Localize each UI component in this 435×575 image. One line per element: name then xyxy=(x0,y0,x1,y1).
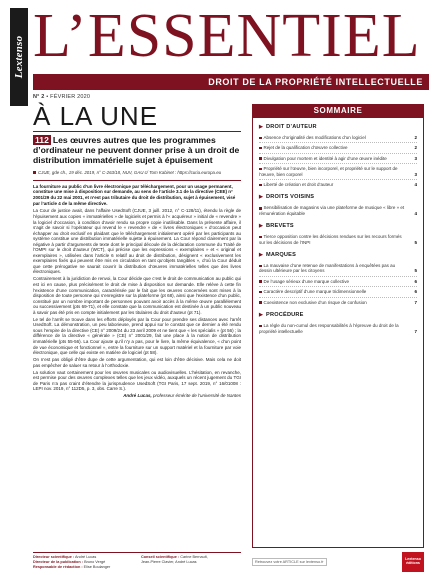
toc-item-text-wrap xyxy=(259,289,414,294)
article-title: Les œuvres autres que les programmes d’ordinateur ne peuvent donner prise à un droit de distribution immatérielle sujet à épuisement xyxy=(33,135,240,165)
credit-role: Directeur de la publication : xyxy=(33,559,84,564)
article-paragraph: Le tel de l’arrêt se trouve dans les efforts déployés par la Cour pour prendre ses distances avec l’arrêt UsedSoft. La démonstration, un peu laborieuse, prend appui sur le constat que ce dernier a été rendu sous l’empire de la directive (CE) n° 2009/24 du 23 avril 2009 et ne tient que « les spécialis » (pt 56) ; la différence de la directive « générale » (CE) n° 2001/29, fait une place à la notion de distribution immatérielle (pts 55-56). La Cour ajoute qu’il n’y a pas, pour le livre, la même équivalence, « d’un point de vue économique et fonctionnel », entre la fourniture sur un support matériel et la fourniture par voie électronique, que celle qui existe en matière de logiciel (pt 58). xyxy=(33,316,241,356)
main-column xyxy=(33,102,241,399)
issue-info xyxy=(33,94,90,100)
triangle-right-icon: ▶ xyxy=(259,223,264,230)
toc-item-text-wrap xyxy=(259,182,414,187)
toc-item-list xyxy=(259,133,417,189)
toc-item-page: 2 xyxy=(414,135,417,140)
toc-item-page: 4 xyxy=(414,210,417,216)
article-lead: La fourniture au public d’un livre électronique par téléchargement, pour un usage permanent, constitue une mise à disposition sur demande, au sens de l’article 3.1 de la directive (CEE) n° 2001/29 du 22 mai 2001, et n’est pas tributaire du droit de distribution, sujet à épuisement, visé par l’article 4 de la même directive. xyxy=(33,183,236,206)
toc-item-list xyxy=(259,261,417,307)
toc-item[interactable] xyxy=(259,203,417,218)
credit-names: Carine Bernault, xyxy=(179,555,208,559)
credits-column-2 xyxy=(141,555,241,570)
toc-item-text-wrap xyxy=(259,263,414,274)
toc-header: SOMMAIRE xyxy=(252,104,424,118)
author-name: André Lucas, xyxy=(123,393,152,399)
credit-names: André Lucas xyxy=(74,555,97,559)
bullet-square-icon xyxy=(259,265,262,268)
brand-side-tab-label: Lextenso xyxy=(13,35,25,79)
article-number-badge: 112 xyxy=(35,135,49,145)
publisher-logo: Lextenso éditions xyxy=(402,552,424,572)
toc-item-page: 7 xyxy=(414,299,417,305)
toc-item-page: 4 xyxy=(414,182,417,188)
brand-side-tab xyxy=(10,8,28,106)
publication-subtitle-band: DROIT DE LA PROPRIÉTÉ INTELLECTUELLE xyxy=(33,74,429,90)
toc-item-text-wrap xyxy=(259,145,414,150)
toc-item-list xyxy=(259,321,417,336)
toc-item-page: 7 xyxy=(414,328,417,334)
bullet-square-icon xyxy=(259,236,262,239)
toc-item[interactable] xyxy=(259,154,417,164)
toc-section-title: PROCÉDURE xyxy=(266,312,304,319)
toc-item-label: Caractère descriptif d’une marque tridimensionnelle xyxy=(263,289,367,295)
section-divider xyxy=(33,131,241,132)
credit-role: Directeur scientifique : xyxy=(33,555,75,559)
toc-item-text-wrap xyxy=(259,279,414,284)
toc-item-page: 3 xyxy=(414,155,417,161)
triangle-right-icon: ▶ xyxy=(259,124,264,130)
toc-item[interactable] xyxy=(259,321,417,336)
toc-item-label: Coexistence non exclusive d’un risque de confusion xyxy=(263,299,367,305)
article-body xyxy=(33,208,241,392)
toc-item-text-wrap xyxy=(259,156,414,161)
bullet-square-icon xyxy=(259,147,262,150)
article-author xyxy=(33,393,241,399)
credit-role: Conseil scientifique : xyxy=(141,555,180,559)
toc-item-text-wrap xyxy=(259,300,414,305)
toc-section-heading xyxy=(259,194,417,200)
article-citation xyxy=(33,170,241,176)
toc-item-text-wrap xyxy=(259,205,414,216)
toc-item[interactable] xyxy=(259,277,417,287)
toc-item-label: La mauvaise d’une retenue de manifestations à enquêtées pas au dessin ultérieure par les citoyens xyxy=(259,263,396,274)
toc-section-title: DROITS VOISINS xyxy=(266,194,315,201)
toc-section-heading xyxy=(259,124,417,130)
toc-item[interactable] xyxy=(259,143,417,153)
toc-item[interactable] xyxy=(259,232,417,247)
credit-names: Bruno Vergé xyxy=(83,559,106,564)
toc-item-label: Divulgation pour mortem et identité à agir d’une œuvre inédite xyxy=(263,155,387,161)
toc-item-list xyxy=(259,232,417,247)
toc-section-heading xyxy=(259,312,417,318)
bullet-square-icon xyxy=(259,291,262,294)
issue-date: • FÉVRIER 2020 xyxy=(44,94,91,100)
bullet-square-icon xyxy=(259,168,262,171)
toc-section-heading xyxy=(259,252,417,258)
issue-number: N° 2 xyxy=(33,94,45,100)
toc-item-label: La règle du non-cumul des responsabilités à l’épreuve du droit de la propriété intellectuelle xyxy=(259,323,399,334)
toc-item[interactable] xyxy=(259,261,417,277)
toc-item[interactable] xyxy=(259,298,417,307)
toc-item-label: Rejet de la qualification d’œuvre collective xyxy=(263,145,348,151)
bullet-square-icon xyxy=(259,280,262,283)
citation-text[interactable]: CJUE, gde ch., 19 déc. 2019, n° C-263/18, NUV, GAU c/ Tom Kabinet : https://curia.europa.eu xyxy=(38,170,222,175)
article-paragraph: Contrairement à la juridiction de renvoi, la Cour décide que c’est le droit de communication au public qui est ici en cause, plus précisément le droit de mise à disposition sur demande. Elle relève à cette fin l’existence d’une communication, caractérisée par le fait que les œuvres concernées sont mises à la disposition de toute personne qui s’enregistre sur la plateforme (pt 68), ainsi que l’existence d’un public, constitué par un nombre important de personnes pouvant avoir accès à la même œuvre parallèlement ou successivement (pts 69-71), et elle constate que la communication est destinée à un public nouveau à savoir pas été pris en compte initialement par les titulaires du droit d’auteur (pt 71). xyxy=(33,276,241,315)
section-title: À LA UNE xyxy=(33,101,159,131)
toc-section-title: DROIT D’AUTEUR xyxy=(266,124,317,130)
bullet-square-icon xyxy=(33,171,36,174)
toc-item-page: 5 xyxy=(414,239,417,245)
toc-item-text-wrap xyxy=(259,166,414,177)
publication-title: L’ESSENTIEL xyxy=(33,2,421,70)
toc-item-label: Liberté de création et droit d’auteur xyxy=(263,182,334,188)
toc-item-page: 6 xyxy=(414,289,417,295)
toc-item-page: 2 xyxy=(414,145,417,151)
toc-body xyxy=(252,118,424,548)
toc-item-text-wrap xyxy=(259,234,414,245)
credit-names: Jean-Pierre Clavier, André Lucas xyxy=(141,559,197,564)
toc-section-title: BREVETS xyxy=(266,223,294,230)
toc-item-list xyxy=(259,203,417,218)
toc-item[interactable] xyxy=(259,133,417,143)
toc-item-label: Absence d’originalité des modifications d’un logiciel xyxy=(263,135,366,140)
bullet-square-icon xyxy=(259,325,262,328)
table-of-contents xyxy=(252,104,424,548)
toc-section-title: MARQUES xyxy=(266,252,297,259)
article-paragraph: On n’est pas obligé d’être dupe de cette argumentation, qui est loin d’être décisive. Mais cela ne doit pas empêcher de saluer sa retour à l’orthodoxie. xyxy=(33,357,241,368)
article-heading xyxy=(33,135,241,165)
toc-item-page: 6 xyxy=(414,278,417,284)
bullet-square-icon xyxy=(259,157,262,160)
credit-line xyxy=(141,560,241,565)
author-role: professeur émérite de l’université de Nantes xyxy=(151,393,241,399)
toc-item[interactable] xyxy=(259,180,417,189)
footer-note[interactable]: Retrouvez votre ARTICLE sur lextenso.fr xyxy=(252,558,327,566)
article-paragraph: La Cour de justice avait, dans l’affaire UsedSoft (CJUE, 3 juill. 2012, n° C-128/11), étendu la règle de l’épuisement aux copies « immatérielles » de logiciels et permis à l’« acquéreur » initial de « revendre » la logiciel d’occasion, à condition d’avoir rendu sa propre copie inutilisable. Dans la présente affaire, il s’agit de savoir si l’opérateur qui revend le « revendre » de « livres électroniques » d’occasion peut échapper au droit exclusif en plaidant que le téléchargement initialement opéré par les participants au système constitue une distribution immatérielle sujette à épuisement. La Cour répond clairement par la négative à partir d’arguments de texte dont le principal découle de la déclaration commune du Traité de l’OMPI sur le droit d’auteur (WCT), qui précise que les expressions « exemplaires » et « original et exemplaires », utilisées dans l’article 6 relatif au droit de distribution, désignent « exclusivement les exemplaires fixés qui peuvent être mis en circulation en tant qu’objets tangibles », d’où la Cour déduit que cette prérogative ne saurait couvrir la distribution d’œuvres immatérielles telles que des livres électroniques. xyxy=(33,208,241,275)
toc-section-heading xyxy=(259,223,417,229)
toc-item-label: Propriété sur l’œuvre, bien incorporel, et propriété sur le support de l’œuvre, bien corporel xyxy=(259,166,398,177)
toc-item-label: Tierce opposition contre les décisions rendues sur les recours formés sur les décisions de l’INPI xyxy=(259,234,402,245)
footer-right xyxy=(252,552,424,572)
credit-line xyxy=(33,565,133,570)
credit-role: Responsable de rédaction : xyxy=(33,564,83,569)
credit-names: Elise Boulanger xyxy=(82,564,111,569)
bullet-square-icon xyxy=(259,184,262,187)
toc-item-label: De l’usage sérieux d’une marque collective xyxy=(263,278,350,284)
toc-item-page: 3 xyxy=(414,171,417,177)
article-divider xyxy=(33,180,241,181)
toc-item-text-wrap xyxy=(259,323,414,334)
toc-item-page: 5 xyxy=(414,268,417,274)
toc-item-label: Sensibilisation de magasins via une plateforme de musique « libre » et rémunération équitable xyxy=(259,205,405,216)
toc-item-text-wrap xyxy=(259,135,414,140)
triangle-right-icon: ▶ xyxy=(259,194,264,201)
credits-footer xyxy=(33,552,241,570)
toc-item[interactable] xyxy=(259,164,417,180)
toc-item[interactable] xyxy=(259,287,417,297)
credits-column-1 xyxy=(33,555,133,570)
triangle-right-icon: ▶ xyxy=(259,252,264,259)
bullet-square-icon xyxy=(259,207,262,210)
bullet-square-icon xyxy=(259,137,262,140)
bullet-square-icon xyxy=(259,301,262,304)
article-paragraph: La solution vaut certainement pour les œuvres musicales ou audiovisuelles. L’hésitation, en revanche, est permise pour des œuvres complexes telles que les jeux vidéo, auxquels un récent jugement du TGI de Paris n’a pas craint d’étendre la jurisprudence UsedSoft (TGI Paris, 17 sept. 2019, n° 16/01008 : LEPI nov. 2019, n° 112D5, p. 3, obs. Carre S.). xyxy=(33,369,241,392)
triangle-right-icon: ▶ xyxy=(259,312,264,319)
